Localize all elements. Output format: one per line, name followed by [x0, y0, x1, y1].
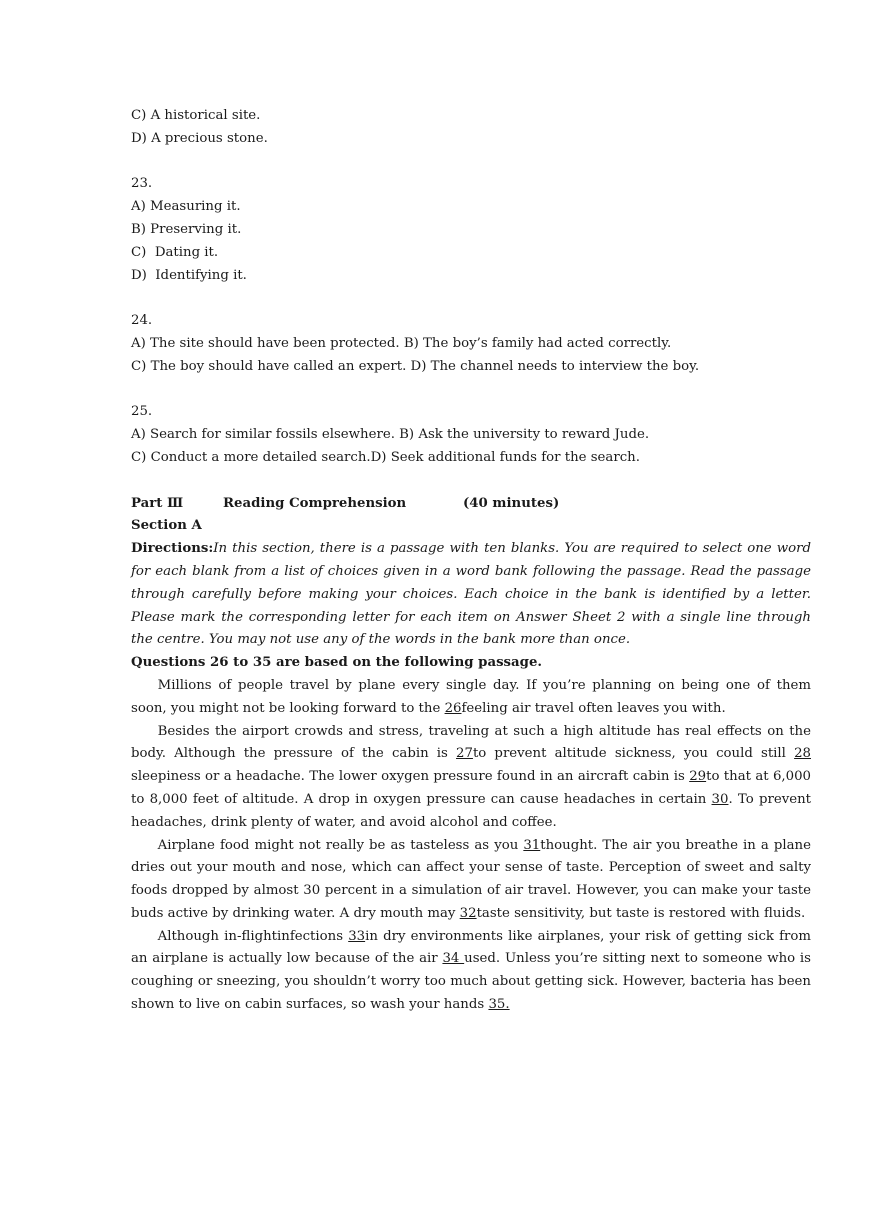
q22-option-d: D) A precious stone. [131, 130, 268, 146]
passage-paragraph-3 [131, 835, 811, 926]
directions-label: Directions: [131, 541, 214, 557]
q24-number: 24. [131, 313, 153, 329]
passage-text: Millions of people travel by plane every single day. If you’re planning on being one of them soon, you might not be looking forward to the [131, 677, 811, 716]
blank-27: 27 [456, 746, 473, 762]
blank-30: 30 [711, 791, 729, 807]
directions [131, 538, 811, 652]
directions-text: In this section, there is a passage with ten blanks. You are required to select one word for each blank from a list of choices given in a word bank following the passage. Read the passage through carefully before making your choices. Each choice in the bank is identified by a letter. Please mark the corresponding letter for each item on Answer Sheet 2 with a single line through the centre. You may not use any of the words in the bank more than once. [131, 541, 811, 648]
passage-text: taste sensitivity, but taste is restored with fluids. [476, 905, 806, 921]
blank-35: 35. [488, 997, 510, 1013]
part-number: Part Ⅲ [131, 495, 184, 511]
q25-number: 25. [131, 404, 153, 420]
part-heading [131, 493, 811, 516]
blank-31: 31 [523, 837, 541, 853]
passage-text: Besides the airport crowds and stress, traveling at such a high altitude has real effects on the body. Although the pressure of the cabin is [131, 723, 811, 762]
blank-34: 34 [442, 951, 465, 967]
q23-option-b: B) Preserving it. [131, 221, 242, 237]
q25-options-ab: A) Search for similar fossils elsewhere. B) Ask the university to reward Jude. [131, 427, 650, 443]
passage-paragraph-1 [131, 675, 811, 721]
section-title: Section A [131, 518, 202, 534]
q25-options-cd: C) Conduct a more detailed search.D) Seek additional funds for the search. [131, 449, 640, 465]
passage-text: thought. The air you breathe in a plane dries out your mouth and nose, which can affect your sense of taste. Perception of sweet and salty foods dropped by almost 30 percent in a simulation of air travel. However, you can make your taste buds active by drinking water. A dry mouth may [131, 837, 811, 921]
q24-options-cd: C) The boy should have called an expert. D) The channel needs to interview the boy. [131, 358, 700, 374]
questions-intro: Questions 26 to 35 are based on the following passage. [131, 655, 543, 671]
passage-text: . To prevent headaches, drink plenty of water, and avoid alcohol and coffee. [131, 791, 811, 830]
passage-text: sleepiness or a headache. The lower oxygen pressure found in an aircraft cabin is [131, 769, 690, 785]
q23-option-c: C) Dating it. [131, 244, 219, 260]
part-title: Reading Comprehension [223, 495, 407, 511]
blank-32: 32 [459, 905, 477, 921]
passage-text: used. Unless you’re sitting next to someone who is coughing or sneezing, you shouldn’t worry too much about getting sick. However, bacteria has been shown to live on cabin surfaces, so wash your hands [131, 951, 812, 1013]
blank-28: 28 [794, 746, 811, 762]
passage-text: to that at 6,000 to 8,000 feet of altitude. A drop in oxygen pressure can cause headaches in certain [131, 769, 812, 807]
q23-number: 23. [131, 176, 153, 192]
blank-29: 29 [689, 769, 707, 785]
part-time: (40 minutes) [463, 495, 560, 511]
q24-options-ab: A) The site should have been protected. B) The boy’s family had acted correctly. [131, 335, 672, 351]
passage-text: to prevent altitude sickness, you could still [472, 746, 795, 762]
passage-text: Airplane food might not really be as tasteless as you [157, 837, 524, 853]
passage-paragraph-2 [131, 721, 811, 835]
passage-paragraph-4 [131, 926, 811, 1017]
q22-option-c: C) A historical site. [131, 108, 261, 123]
blank-33: 33 [348, 928, 366, 944]
blank-26: 26 [444, 700, 462, 716]
q23-option-a: A) Measuring it. [131, 199, 241, 215]
document-page [131, 105, 811, 1017]
q23-option-d: D) Identifying it. [131, 267, 247, 283]
passage-text: feeling air travel often leaves you with. [461, 700, 726, 716]
passage-text: Although in-flightinfections [157, 928, 349, 944]
passage-text: in dry environments like airplanes, your risk of getting sick from an airplane is actually low because of the air [131, 928, 811, 967]
